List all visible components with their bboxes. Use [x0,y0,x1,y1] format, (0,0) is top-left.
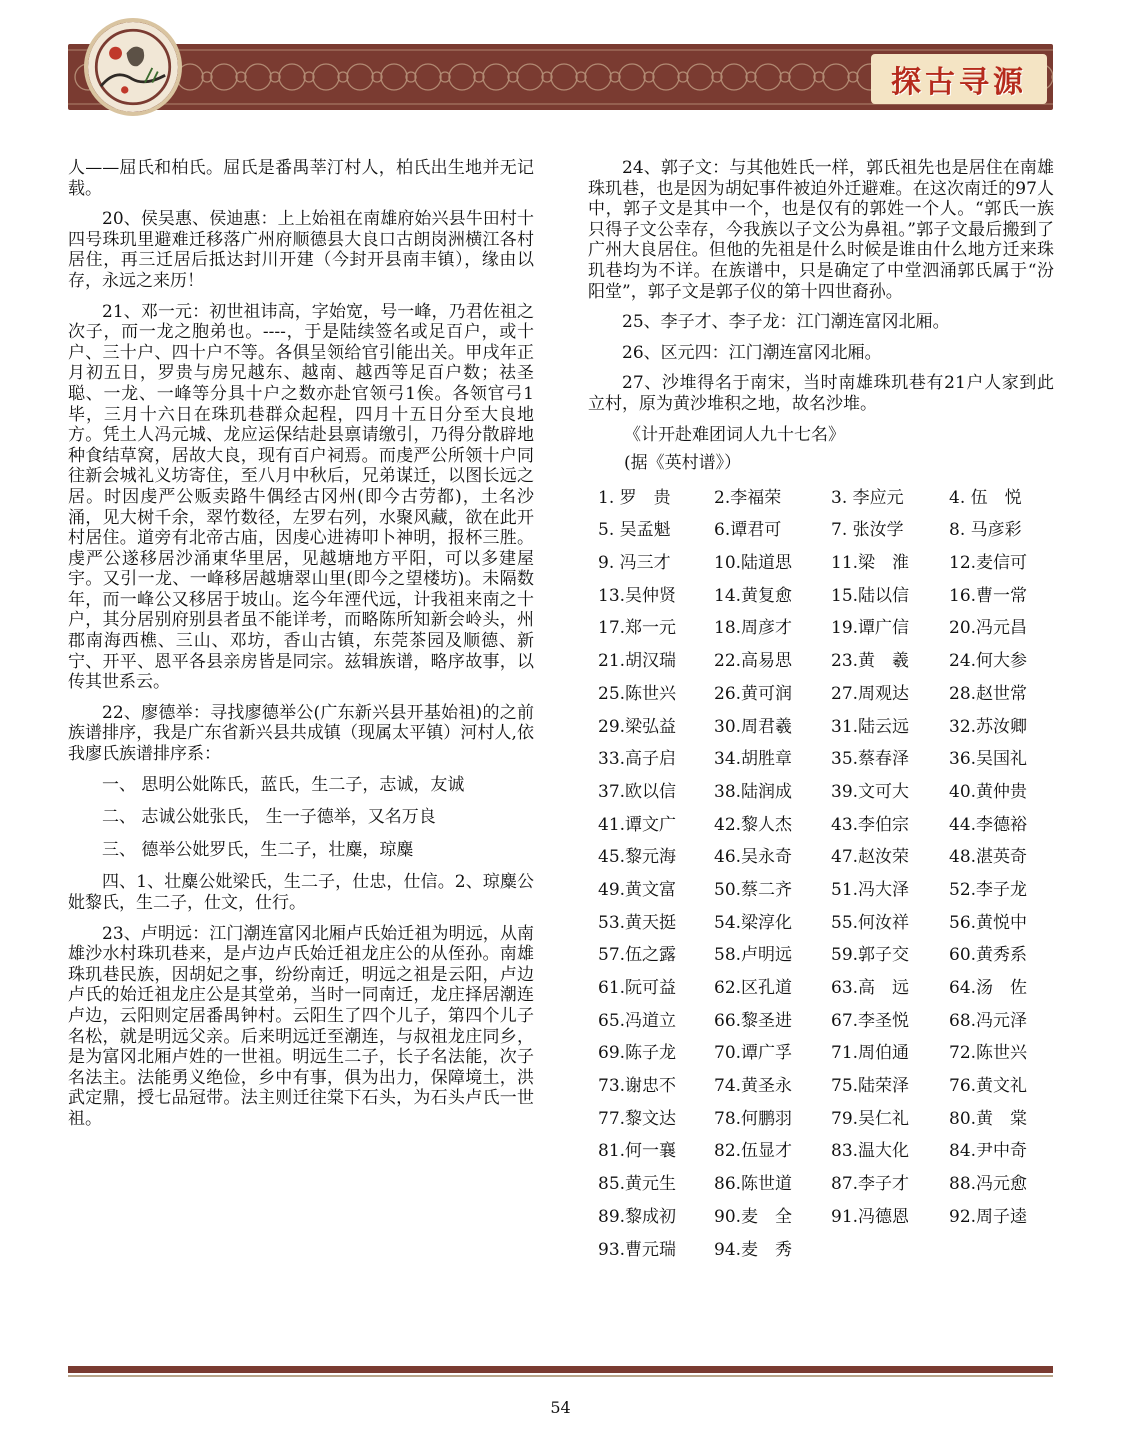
list-item: 60.黄秀系 [949,945,1028,966]
list-item: 86.陈世道 [714,1174,793,1195]
list-item: 94.麦 秀 [714,1239,793,1260]
list-item: 42.黎人杰 [714,814,793,835]
list-item: 14.黄复愈 [714,585,793,606]
page-number: 54 [550,1398,571,1417]
section-title-box [871,54,1047,104]
names-list [598,488,1054,1260]
paragraph: 22、廖德举：寻找廖德举公(广东新兴县开基始祖)的之前族谱排序，我是广东省新兴县共成镇（现属太平镇）河村人,依我廖氏族谱排序系： [68,702,534,765]
list-item: 4. 伍 悦 [949,487,1022,508]
paragraph: 21、邓一元：初世祖讳高，字始宽，号一峰，乃君佐祖之次子，而一龙之胞弟也。----，于是陆续签名或足百户，或十户、三十户、四十户不等。各俱呈领给官引能出关。甲戌年正月初五日，罗贵与房兄越东、越南、越西等足百户数；祛圣聪、一龙、一峰等分具十户之数亦赴官领弓1俟。各领官弓1毕，三月十六日在珠玑巷群众起程，四月十五日分至大良地方。凭土人冯元城、龙应运保结赴县禀请缴引，乃得分散辟地种食结草窝，居故大良，现有百户祠焉。而虔严公所领十户同往新会城礼义坊寄住，至八月中秋后，兄弟谋迁，以图长远之居。时因虔严公贩卖路牛偶经古冈州(即今古劳都)，土名沙涌，见大树千余，翠竹数径，左罗右列，水聚风藏，欲在此开村居住。道旁有北帝古庙，因虔心进祷叩卜神明，报杯三胜。虔严公遂移居沙涌東华里居，见越塘地方平阳，可以多建屋宇。又引一龙、一峰移居越塘翠山里(即今之望楼坊)。未隔数年，而一峰公又移居于坡山。迄今年湮代远，计我祖来南之十户，其分居别府别县者虽不能详考，而略陈所知新会岭头，州郡南海西樵、三山、邓坊，香山古镇，东莞茶园及顺德、新宁、开平、恩平各县亲房皆是同宗。兹辑族谱，略序故事，以传其世系云。 [68,301,534,693]
list-item: 44.李德裕 [949,814,1028,835]
list-item: 65.冯道立 [598,1010,677,1031]
list-item: 26.黄可润 [714,683,793,704]
list-item: 81.何一襄 [598,1141,677,1162]
list-item: 61.阮可益 [598,978,677,999]
left-column [68,158,534,1140]
list-item: 78.何鹏羽 [714,1108,793,1129]
list-item: 27.周观达 [831,683,910,704]
list-item: 87.李子才 [831,1174,910,1195]
list-source: (据《英村谱》） [624,453,742,474]
list-item: 71.周伯通 [831,1043,910,1064]
list-item: 91.冯德恩 [831,1206,910,1227]
list-item: 39.文可大 [831,781,910,802]
list-item: 70.谭广孚 [714,1043,793,1064]
list-item: 62.区孔道 [714,978,793,999]
list-item: 63.高 远 [831,978,910,999]
list-item: 56.黄悦中 [949,912,1028,933]
paragraph: 27、沙堆得名于南宋，当时南雄珠玑巷有21户人家到此立村，原为黄沙堆积之地，故名沙堆。 [588,373,1054,414]
list-item: 1. 罗 贵 [598,487,671,508]
list-item: 31.陆云远 [831,716,910,737]
list-item: 20.冯元昌 [949,618,1028,639]
list-item: 59.郭子交 [831,945,910,966]
list-item: 92.周子逵 [949,1206,1028,1227]
paragraph: 人——屈氏和柏氏。屈氏是番禺莘汀村人，柏氏出生地并无记载。 [68,158,534,199]
list-item: 79.吴仁礼 [831,1108,910,1129]
list-item: 32.苏汝卿 [949,716,1028,737]
list-item: 34.胡胜章 [714,749,793,770]
decorative-medallion [84,18,182,116]
right-column [588,158,1054,1260]
list-item: 75.陆荣泽 [831,1076,910,1097]
list-item: 68.冯元泽 [949,1010,1028,1031]
list-title: 《计开赴难团词人九十七名》 [624,424,845,445]
list-item: 47.赵汝荣 [831,847,910,868]
list-item: 55.何汝祥 [831,912,910,933]
list-item: 36.吴国礼 [949,749,1028,770]
list-item: 29.梁弘益 [598,716,677,737]
paragraph: 26、区元四：江门潮连富冈北厢。 [622,342,882,363]
list-item: 93.曹元瑞 [598,1239,677,1260]
footer-rule-thin [68,1375,1053,1377]
list-item: 13.吴仲贤 [598,585,677,606]
list-item: 30.周君羲 [714,716,793,737]
list-item: 2.李福荣 [714,487,782,508]
list-item: 43.李伯宗 [831,814,910,835]
paragraph: 四、1、壮麋公妣梁氏，生二子，仕忠，仕信。2、琼麋公妣黎氏，生二子，仕文，仕行。 [68,872,534,913]
list-item: 21.胡汉瑞 [598,651,677,672]
list-item: 9. 冯三才 [598,553,671,574]
list-item: 6.谭君可 [714,520,782,541]
section-title: 探古寻源 [891,65,1027,100]
list-item: 76.黄文礼 [949,1076,1028,1097]
list-item: 7. 张汝学 [831,520,904,541]
list-item: 19.谭广信 [831,618,910,639]
list-item: 90.麦 全 [714,1206,793,1227]
list-item: 5. 吴孟魁 [598,520,671,541]
list-item: 8. 马彦彩 [949,520,1022,541]
list-item: 22.高易思 [714,651,793,672]
list-item: 64.汤 佐 [949,978,1028,999]
list-item: 67.李圣悦 [831,1010,910,1031]
paragraph: 20、侯吴惠、侯迪惠：上上始祖在南雄府始兴县牛田村十四号珠玑里避难迁移落广州府顺德县大良口古朗岗洲横江各村居住，再三迁居后抵达封川开建（今封开县南丰镇），缘由以存，永远之来历！ [68,209,534,291]
list-item: 74.黄圣永 [714,1076,793,1097]
list-item: 51.冯大泽 [831,879,910,900]
paragraph: 25、李子才、李子龙：江门潮连富冈北厢。 [622,312,950,333]
list-item: 40.黄仲贵 [949,781,1028,802]
genealogy-item: 二、 志诚公妣张氏， 生一子德举，又名万良 [102,807,436,828]
list-item: 48.湛英奇 [949,847,1028,868]
paragraph: 24、郭子文：与其他姓氏一样，郭氏祖先也是居住在南雄珠玑巷，也是因为胡妃事件被迫外迁避难。在这次南迁的97人中，郭子文是其中一个，也是仅有的郭姓一个人。“郭氏一族只得子文公幸存，今我族以子文公为鼻祖。”郭子文最后搬到了广州大良居住。但他的先祖是什么时候是谁由什么地方迁来珠玑巷均为不详。在族谱中，只是确定了中堂泗涌郭氏属于“汾阳堂”，郭子文是郭子仪的第十四世裔孙。 [588,158,1054,302]
genealogy-item: 一、 思明公妣陈氏，蓝氏，生二子，志诚，友诚 [102,774,465,795]
list-item: 53.黄天挺 [598,912,677,933]
list-item: 11.梁 淮 [831,553,910,574]
list-item: 77.黎文达 [598,1108,677,1129]
list-item: 69.陈子龙 [598,1043,677,1064]
list-item: 88.冯元愈 [949,1174,1028,1195]
list-item: 46.吴永奇 [714,847,793,868]
footer-rule [68,1366,1053,1373]
list-item: 16.曹一常 [949,585,1028,606]
genealogy-item: 三、 德举公妣罗氏，生二子，壮麋，琼麋 [102,839,414,860]
list-item: 54.梁淳化 [714,912,793,933]
list-item: 12.麦信可 [949,553,1028,574]
list-item: 17.郑一元 [598,618,677,639]
list-item: 24.何大参 [949,651,1028,672]
list-item: 25.陈世兴 [598,683,677,704]
list-item: 28.赵世常 [949,683,1028,704]
list-item: 49.黄文富 [598,879,677,900]
list-item: 37.欧以信 [598,781,677,802]
list-item: 72.陈世兴 [949,1043,1028,1064]
list-item: 41.谭文广 [598,814,677,835]
list-item: 10.陆道思 [714,553,793,574]
list-item: 58.卢明远 [714,945,793,966]
list-item: 84.尹中奇 [949,1141,1028,1162]
list-item: 18.周彦才 [714,618,793,639]
paragraph: 23、卢明远：江门潮连富冈北厢卢氏始迁祖为明远，从南雄沙水村珠玑巷来，是卢边卢氏始迁祖龙庄公的从侄孙。南雄珠玑巷民族，因胡妃之事，纷纷南迁，明远之祖是云阳，卢边卢氏的始迁祖龙庄公是其堂弟，当时一同南迁，龙庄择居潮连卢边，云阳则定居番禺钟村。云阳生了四个儿子，第四个儿子名松，就是明远父亲。后来明远迁至潮连，与叔祖龙庄同乡，是为富冈北厢卢姓的一世祖。明远生二子，长子名法能，次子名法主。法能勇义绝俭，乡中有事，俱为出力，保障境土，洪武定鼎，授七品冠带。法主则迁往棠下石头，为石头卢氏一世祖。 [68,923,534,1129]
list-item: 52.李子龙 [949,879,1028,900]
list-item: 33.高子启 [598,749,677,770]
list-item: 66.黎圣进 [714,1010,793,1031]
list-item: 57.伍之露 [598,945,677,966]
list-item: 35.蔡春泽 [831,749,910,770]
list-item: 89.黎成初 [598,1206,677,1227]
list-item: 80.黄 棠 [949,1108,1028,1129]
list-item: 85.黄元生 [598,1174,677,1195]
list-item: 45.黎元海 [598,847,677,868]
list-item: 83.温大化 [831,1141,910,1162]
list-item: 73.谢忠不 [598,1076,677,1097]
list-item: 3. 李应元 [831,487,904,508]
list-item: 50.蔡二齐 [714,879,793,900]
list-item: 82.伍显才 [714,1141,793,1162]
list-item: 38.陆润成 [714,781,793,802]
list-item: 23.黄 羲 [831,651,910,672]
list-item: 15.陆以信 [831,585,910,606]
